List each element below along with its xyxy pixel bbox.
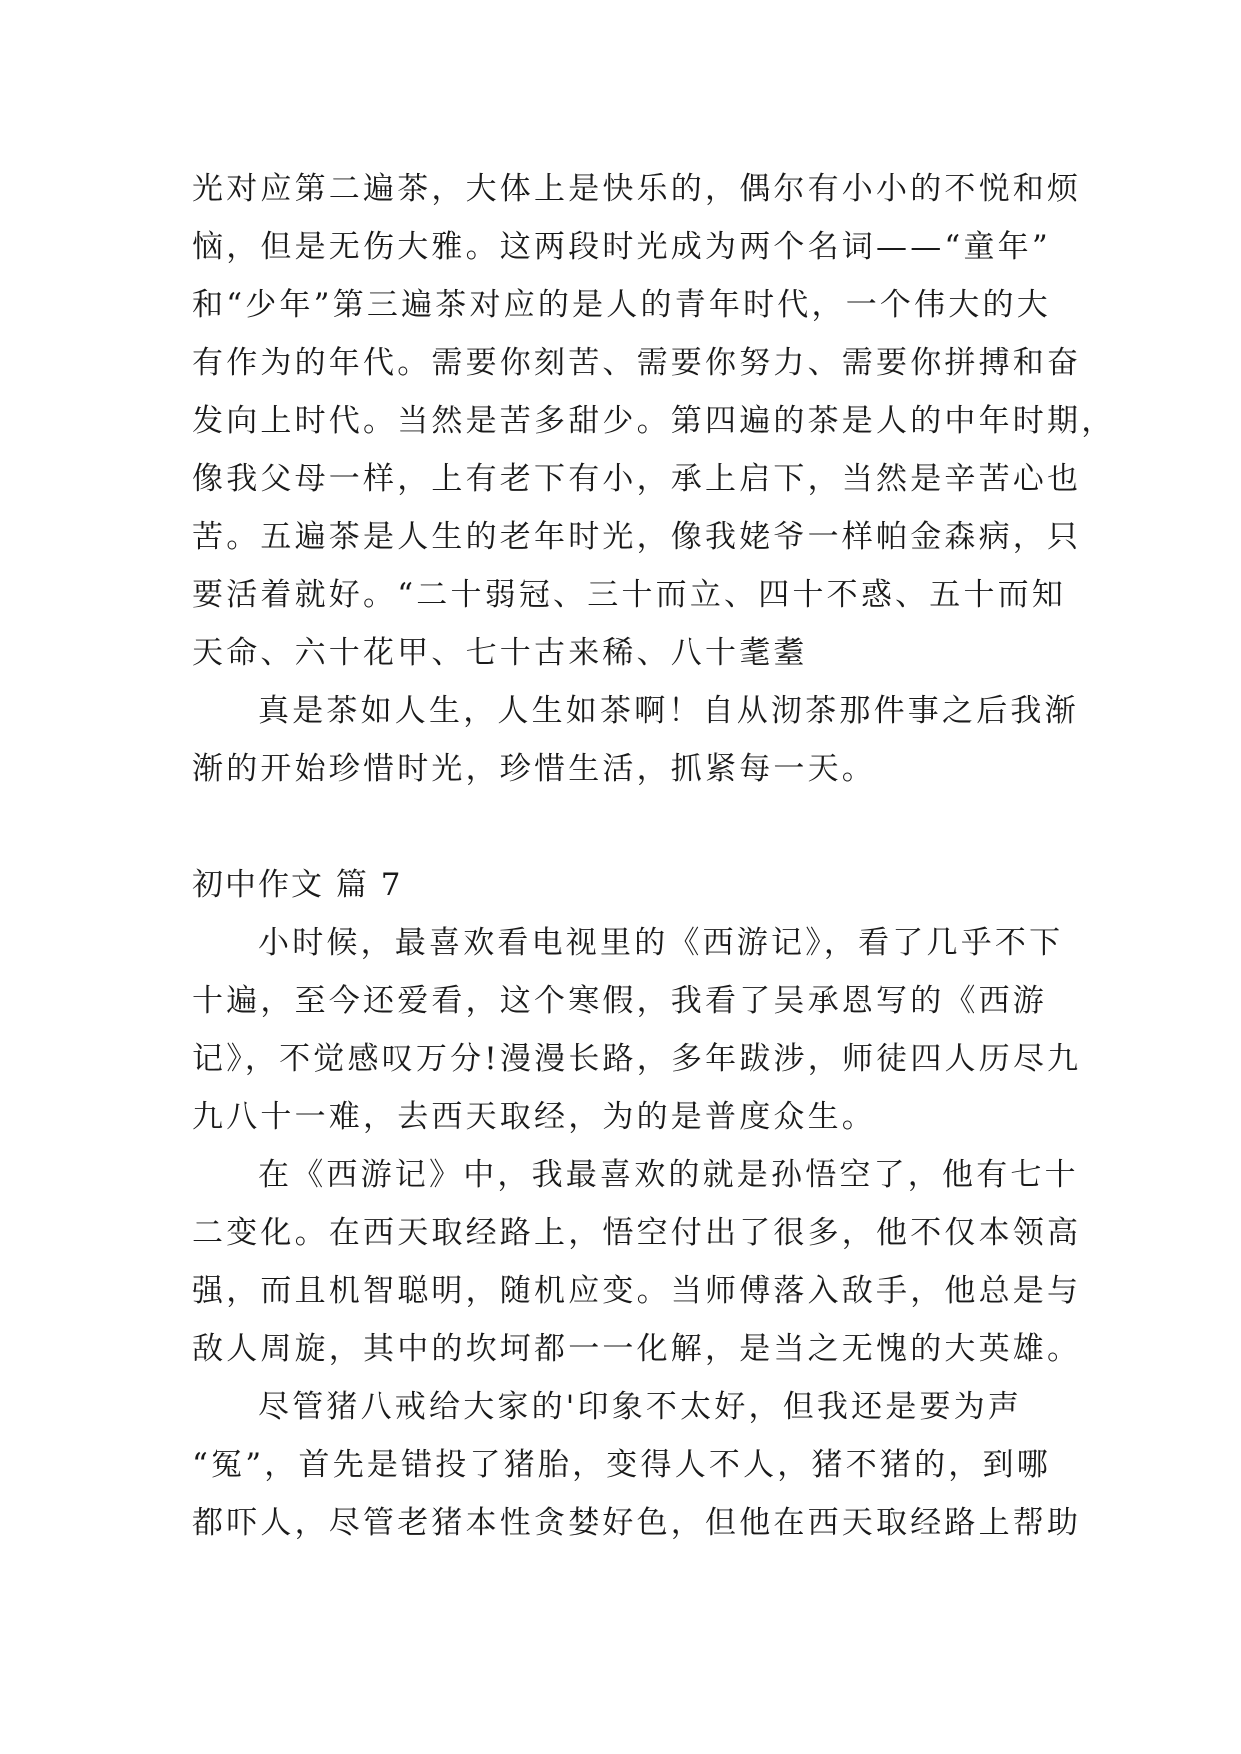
paragraph-zhu-bajie (192, 1378, 1082, 1552)
section-spacer (192, 798, 1064, 856)
text-line: 光对应第二遍茶，大体上是快乐的，偶尔有小小的不悦和烦 (192, 171, 1082, 207)
text-line: 天命、六十花甲、七十古来稀、八十耄耋 (192, 635, 808, 671)
text-line: 记》，不觉感叹万分!漫漫长路，多年跋涉，师徒四人历尽九 (192, 1041, 1082, 1077)
text-line: 十遍，至今还爱看，这个寒假，我看了吴承恩写的《西游 (192, 983, 1047, 1019)
text-line: 二变化。在西天取经路上，悟空付出了很多，他不仅本领高 (192, 1215, 1082, 1251)
text-line: “冤”，首先是错投了猪胎，变得人不人，猪不猪的，到哪 (192, 1447, 1051, 1483)
text-line: 尽管猪八戒给大家的'印象不太好，但我还是要为声 (258, 1389, 1023, 1425)
text-line: 强，而且机智聪明，随机应变。当师傅落入敌手，他总是与 (192, 1273, 1082, 1309)
text-line: 小时候，最喜欢看电视里的《西游记》，看了几乎不下 (258, 925, 1064, 961)
text-line: 有作为的年代。需要你刻苦、需要你努力、需要你拼搏和奋 (192, 345, 1082, 381)
text-line: 发向上时代。当然是苦多甜少。第四遍的茶是人的中年时期， (192, 403, 1116, 439)
text-line: 敌人周旋，其中的坎坷都一一化解，是当之无愧的大英雄。 (192, 1331, 1082, 1367)
text-line: 渐的开始珍惜时光，珍惜生活，抓紧每一天。 (192, 751, 876, 787)
text-line: 都吓人，尽管老猪本性贪婪好色，但他在西天取经路上帮助 (192, 1505, 1082, 1541)
text-line: 和“少年”第三遍茶对应的是人的青年时代，一个伟大的大 (192, 287, 1051, 323)
text-line: 要活着就好。“二十弱冠、三十而立、四十不惑、五十而知 (192, 577, 1067, 613)
text-line: 恼，但是无伤大雅。这两段时光成为两个名词——“童年” (192, 229, 1051, 265)
document-page (192, 160, 1116, 1552)
text-line: 像我父母一样，上有老下有小，承上启下，当然是辛苦心也 (192, 461, 1082, 497)
text-line: 在《西游记》中，我最喜欢的就是孙悟空了，他有七十 (258, 1157, 1079, 1193)
essay-heading: 初中作文 篇 7 (192, 867, 403, 903)
text-line: 真是茶如人生，人生如茶啊！自从沏茶那件事之后我渐 (258, 693, 1079, 729)
paragraph-tea-life (192, 160, 1116, 682)
text-line: 九八十一难，去西天取经，为的是普度众生。 (192, 1099, 876, 1135)
text-line: 苦。五遍茶是人生的老年时光，像我姥爷一样帕金森病，只 (192, 519, 1082, 555)
paragraph-sun-wukong (192, 1146, 1082, 1378)
paragraph-journey-intro (192, 914, 1082, 1146)
paragraph-tea-conclusion (192, 682, 1079, 798)
